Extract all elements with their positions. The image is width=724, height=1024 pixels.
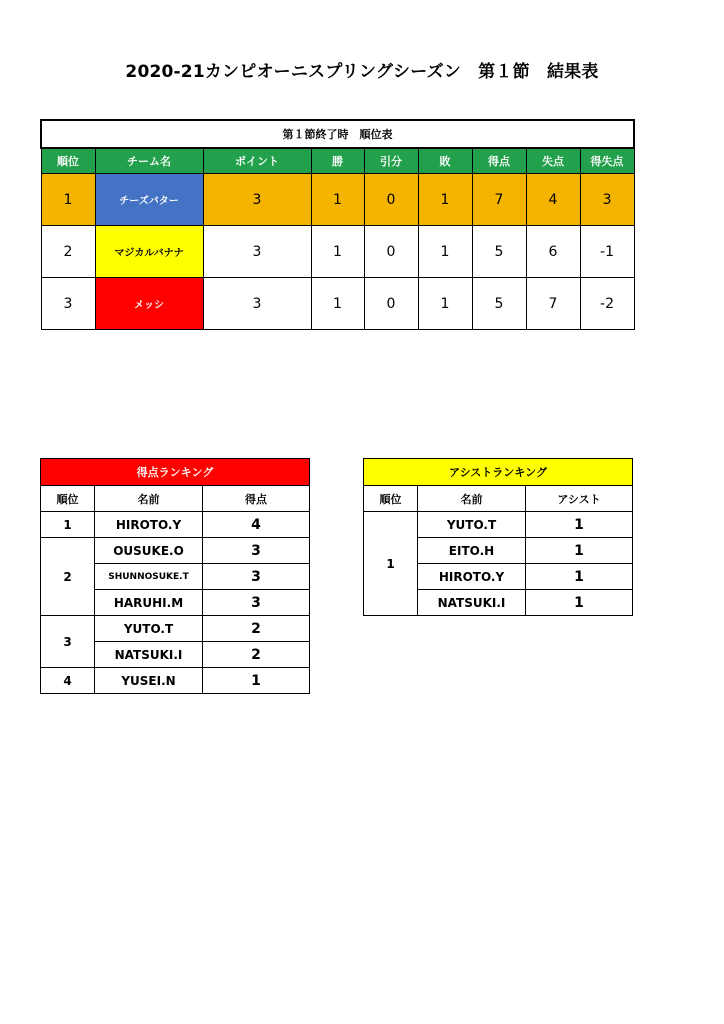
goal-diff-cell: 3 bbox=[580, 174, 634, 226]
player-name: NATSUKI.I bbox=[95, 642, 203, 668]
table-row bbox=[41, 538, 310, 564]
table-row bbox=[41, 174, 634, 226]
scorers-caption: 得点ランキング bbox=[41, 459, 310, 486]
header-loss: 敗 bbox=[418, 148, 472, 174]
player-name: OUSUKE.O bbox=[95, 538, 203, 564]
rank-cell: 2 bbox=[41, 538, 95, 616]
header-rank: 順位 bbox=[41, 486, 95, 512]
goals-against-cell: 4 bbox=[526, 174, 580, 226]
goals-value: 1 bbox=[203, 668, 310, 694]
header-goal-diff: 得失点 bbox=[580, 148, 634, 174]
table-row bbox=[41, 512, 310, 538]
draw-cell: 0 bbox=[364, 226, 418, 278]
goals-value: 3 bbox=[203, 564, 310, 590]
goals-for-cell: 5 bbox=[472, 278, 526, 330]
player-name: SHUNNOSUKE.T bbox=[95, 564, 203, 590]
loss-cell: 1 bbox=[418, 174, 472, 226]
team-cell: チーズバター bbox=[95, 174, 203, 226]
points-cell: 3 bbox=[203, 226, 311, 278]
header-goals-against: 失点 bbox=[526, 148, 580, 174]
player-name: NATSUKI.I bbox=[418, 590, 526, 616]
standings-header-row bbox=[41, 148, 634, 174]
assists-value: 1 bbox=[526, 590, 633, 616]
loss-cell: 1 bbox=[418, 278, 472, 330]
table-row bbox=[41, 226, 634, 278]
page-title: 2020-21カンピオーニスプリングシーズン 第１節 結果表 bbox=[125, 62, 599, 82]
header-goals: 得点 bbox=[203, 486, 310, 512]
goals-value: 3 bbox=[203, 590, 310, 616]
player-name: YUTO.T bbox=[95, 616, 203, 642]
goal-diff-cell: -2 bbox=[580, 278, 634, 330]
table-row bbox=[41, 668, 310, 694]
win-cell: 1 bbox=[311, 278, 364, 330]
goals-for-cell: 5 bbox=[472, 226, 526, 278]
loss-cell: 1 bbox=[418, 226, 472, 278]
standings-table bbox=[40, 119, 635, 330]
header-team: チーム名 bbox=[95, 148, 203, 174]
rank-cell: 4 bbox=[41, 668, 95, 694]
assists-caption: アシストランキング bbox=[364, 459, 633, 486]
header-rank: 順位 bbox=[41, 148, 95, 174]
player-name: HIROTO.Y bbox=[95, 512, 203, 538]
goals-value: 4 bbox=[203, 512, 310, 538]
assists-ranking-table bbox=[363, 458, 633, 616]
player-name: YUTO.T bbox=[418, 512, 526, 538]
goal-diff-cell: -1 bbox=[580, 226, 634, 278]
assists-value: 1 bbox=[526, 512, 633, 538]
table-row bbox=[41, 278, 634, 330]
assists-value: 1 bbox=[526, 538, 633, 564]
rank-cell: 1 bbox=[364, 512, 418, 616]
scorers-ranking-table bbox=[40, 458, 310, 694]
header-name: 名前 bbox=[418, 486, 526, 512]
player-name: YUSEI.N bbox=[95, 668, 203, 694]
player-name: HIROTO.Y bbox=[418, 564, 526, 590]
goals-value: 2 bbox=[203, 616, 310, 642]
win-cell: 1 bbox=[311, 226, 364, 278]
team-cell: メッシ bbox=[95, 278, 203, 330]
rank-cell: 2 bbox=[41, 226, 95, 278]
header-rank: 順位 bbox=[364, 486, 418, 512]
rank-cell: 1 bbox=[41, 174, 95, 226]
goals-for-cell: 7 bbox=[472, 174, 526, 226]
draw-cell: 0 bbox=[364, 174, 418, 226]
goals-value: 2 bbox=[203, 642, 310, 668]
goals-against-cell: 6 bbox=[526, 226, 580, 278]
table-row bbox=[364, 512, 633, 538]
points-cell: 3 bbox=[203, 278, 311, 330]
assists-value: 1 bbox=[526, 564, 633, 590]
goals-against-cell: 7 bbox=[526, 278, 580, 330]
header-win: 勝 bbox=[311, 148, 364, 174]
points-cell: 3 bbox=[203, 174, 311, 226]
rank-cell: 1 bbox=[41, 512, 95, 538]
player-name: HARUHI.M bbox=[95, 590, 203, 616]
header-goals-for: 得点 bbox=[472, 148, 526, 174]
header-points: ポイント bbox=[203, 148, 311, 174]
draw-cell: 0 bbox=[364, 278, 418, 330]
header-name: 名前 bbox=[95, 486, 203, 512]
goals-value: 3 bbox=[203, 538, 310, 564]
player-name: EITO.H bbox=[418, 538, 526, 564]
win-cell: 1 bbox=[311, 174, 364, 226]
header-assists: アシスト bbox=[526, 486, 633, 512]
table-row bbox=[41, 616, 310, 642]
rank-cell: 3 bbox=[41, 278, 95, 330]
header-draw: 引分 bbox=[364, 148, 418, 174]
rank-cell: 3 bbox=[41, 616, 95, 668]
standings-caption: 第１節終了時 順位表 bbox=[41, 120, 634, 148]
team-cell: マジカルバナナ bbox=[95, 226, 203, 278]
